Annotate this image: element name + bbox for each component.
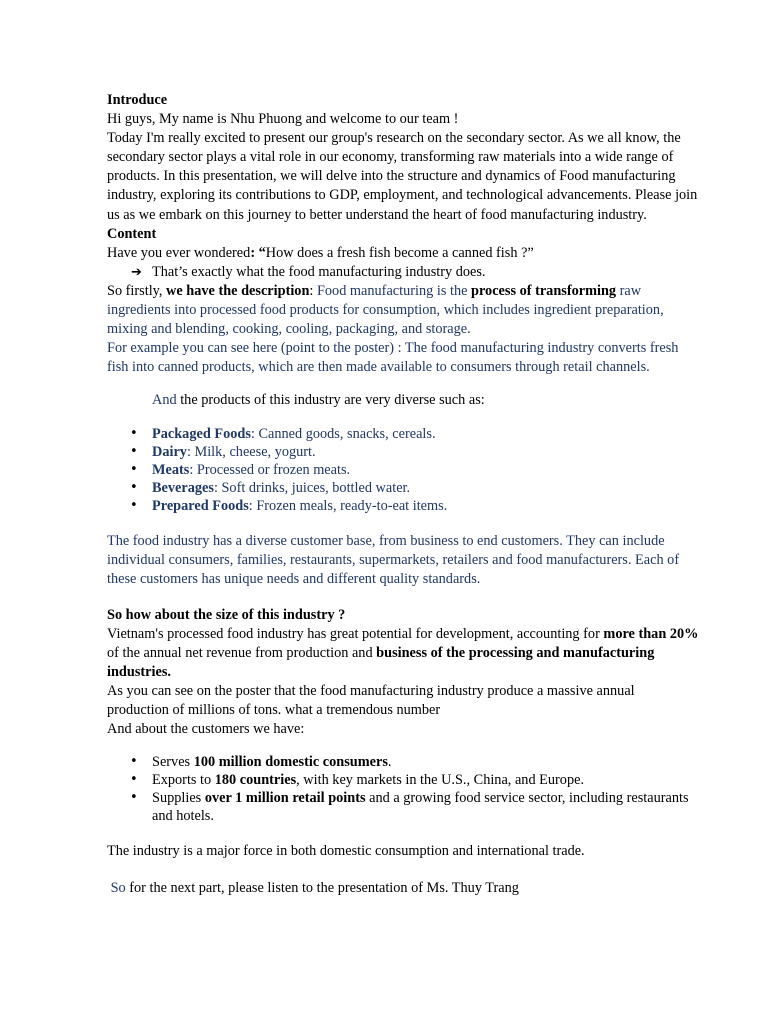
revenue-paragraph: Vietnam's processed food industry has great potential for development, accounting for more than 20% of the annual net revenue from production and business of the processing and manufacturing industries. — [107, 625, 699, 681]
list-item: • Serves 100 million domestic consumers. — [152, 753, 699, 771]
list-item: • Prepared Foods: Frozen meals, ready-to-eat items. — [152, 497, 699, 515]
intro-heading: Introduce — [107, 92, 168, 108]
customers-list — [107, 753, 699, 825]
intro-greeting: Hi guys, My name is Nhu Phuong and welcome to our team ! — [107, 111, 459, 128]
products-intro: And the products of this industry are very diverse such as: — [152, 392, 485, 409]
list-item: • Supplies over 1 million retail points and a growing food service sector, including restaurants and hotels. — [152, 789, 699, 825]
question-line: Have you ever wondered: “How does a fresh fish become a canned fish ?” — [107, 244, 534, 261]
products-list — [107, 425, 699, 515]
customers-intro: And about the customers we have: — [107, 721, 305, 738]
customer-base-paragraph: The food industry has a diverse customer base, from business to end customers. They can include individual consumers, families, restaurants, supermarkets, retailers and food manufacturers. Each of these customers has unique needs and different quality standards. — [107, 532, 680, 587]
arrow-right-icon: ➔ — [131, 264, 142, 280]
list-item: • Meats: Processed or frozen meats. — [152, 461, 699, 479]
content-heading: Content — [107, 225, 157, 242]
list-item: • Dairy: Milk, cheese, yogurt. — [152, 443, 699, 461]
list-item: • Exports to 180 countries, with key markets in the U.S., China, and Europe. — [152, 771, 699, 789]
list-item: • Beverages: Soft drinks, juices, bottled water. — [152, 479, 699, 497]
closing-paragraph: So for the next part, please listen to the presentation of Ms. Thuy Trang — [110, 879, 519, 896]
conclusion-paragraph: The industry is a major force in both domestic consumption and international trade. — [107, 843, 585, 860]
document-body — [107, 91, 699, 898]
production-paragraph: As you can see on the poster that the food manufacturing industry produce a massive annual production of millions of tons. what a tremendous number — [107, 683, 635, 719]
answer-line: ➔ That’s exactly what the food manufacturing industry does. — [107, 263, 699, 282]
example-paragraph: For example you can see here (point to the poster) : The food manufacturing industry converts fresh fish into canned products, which are then made available to consumers through retail channels. — [107, 340, 679, 376]
list-item: • Packaged Foods: Canned goods, snacks, cereals. — [152, 425, 699, 443]
intro-paragraph: Today I'm really excited to present our group's research on the secondary sector. As we all know, the secondary sector plays a vital role in our economy, transforming raw materials into a wide range of products. In this presentation, we will delve into the structure and dynamics of Food manufacturing industry, exploring its contributions to GDP, employment, and technological advancements. Please join us as we embark on this journey to better understand the heart of food manufacturing industry. — [107, 130, 698, 223]
description-paragraph: So firstly, we have the description: Food manufacturing is the process of transforming raw ingredients into processed food products for consumption, which includes ingredient preparation, mixing and blending, cooking, cooling, packaging, and storage. — [107, 282, 664, 338]
size-heading: So how about the size of this industry ? — [107, 606, 346, 623]
